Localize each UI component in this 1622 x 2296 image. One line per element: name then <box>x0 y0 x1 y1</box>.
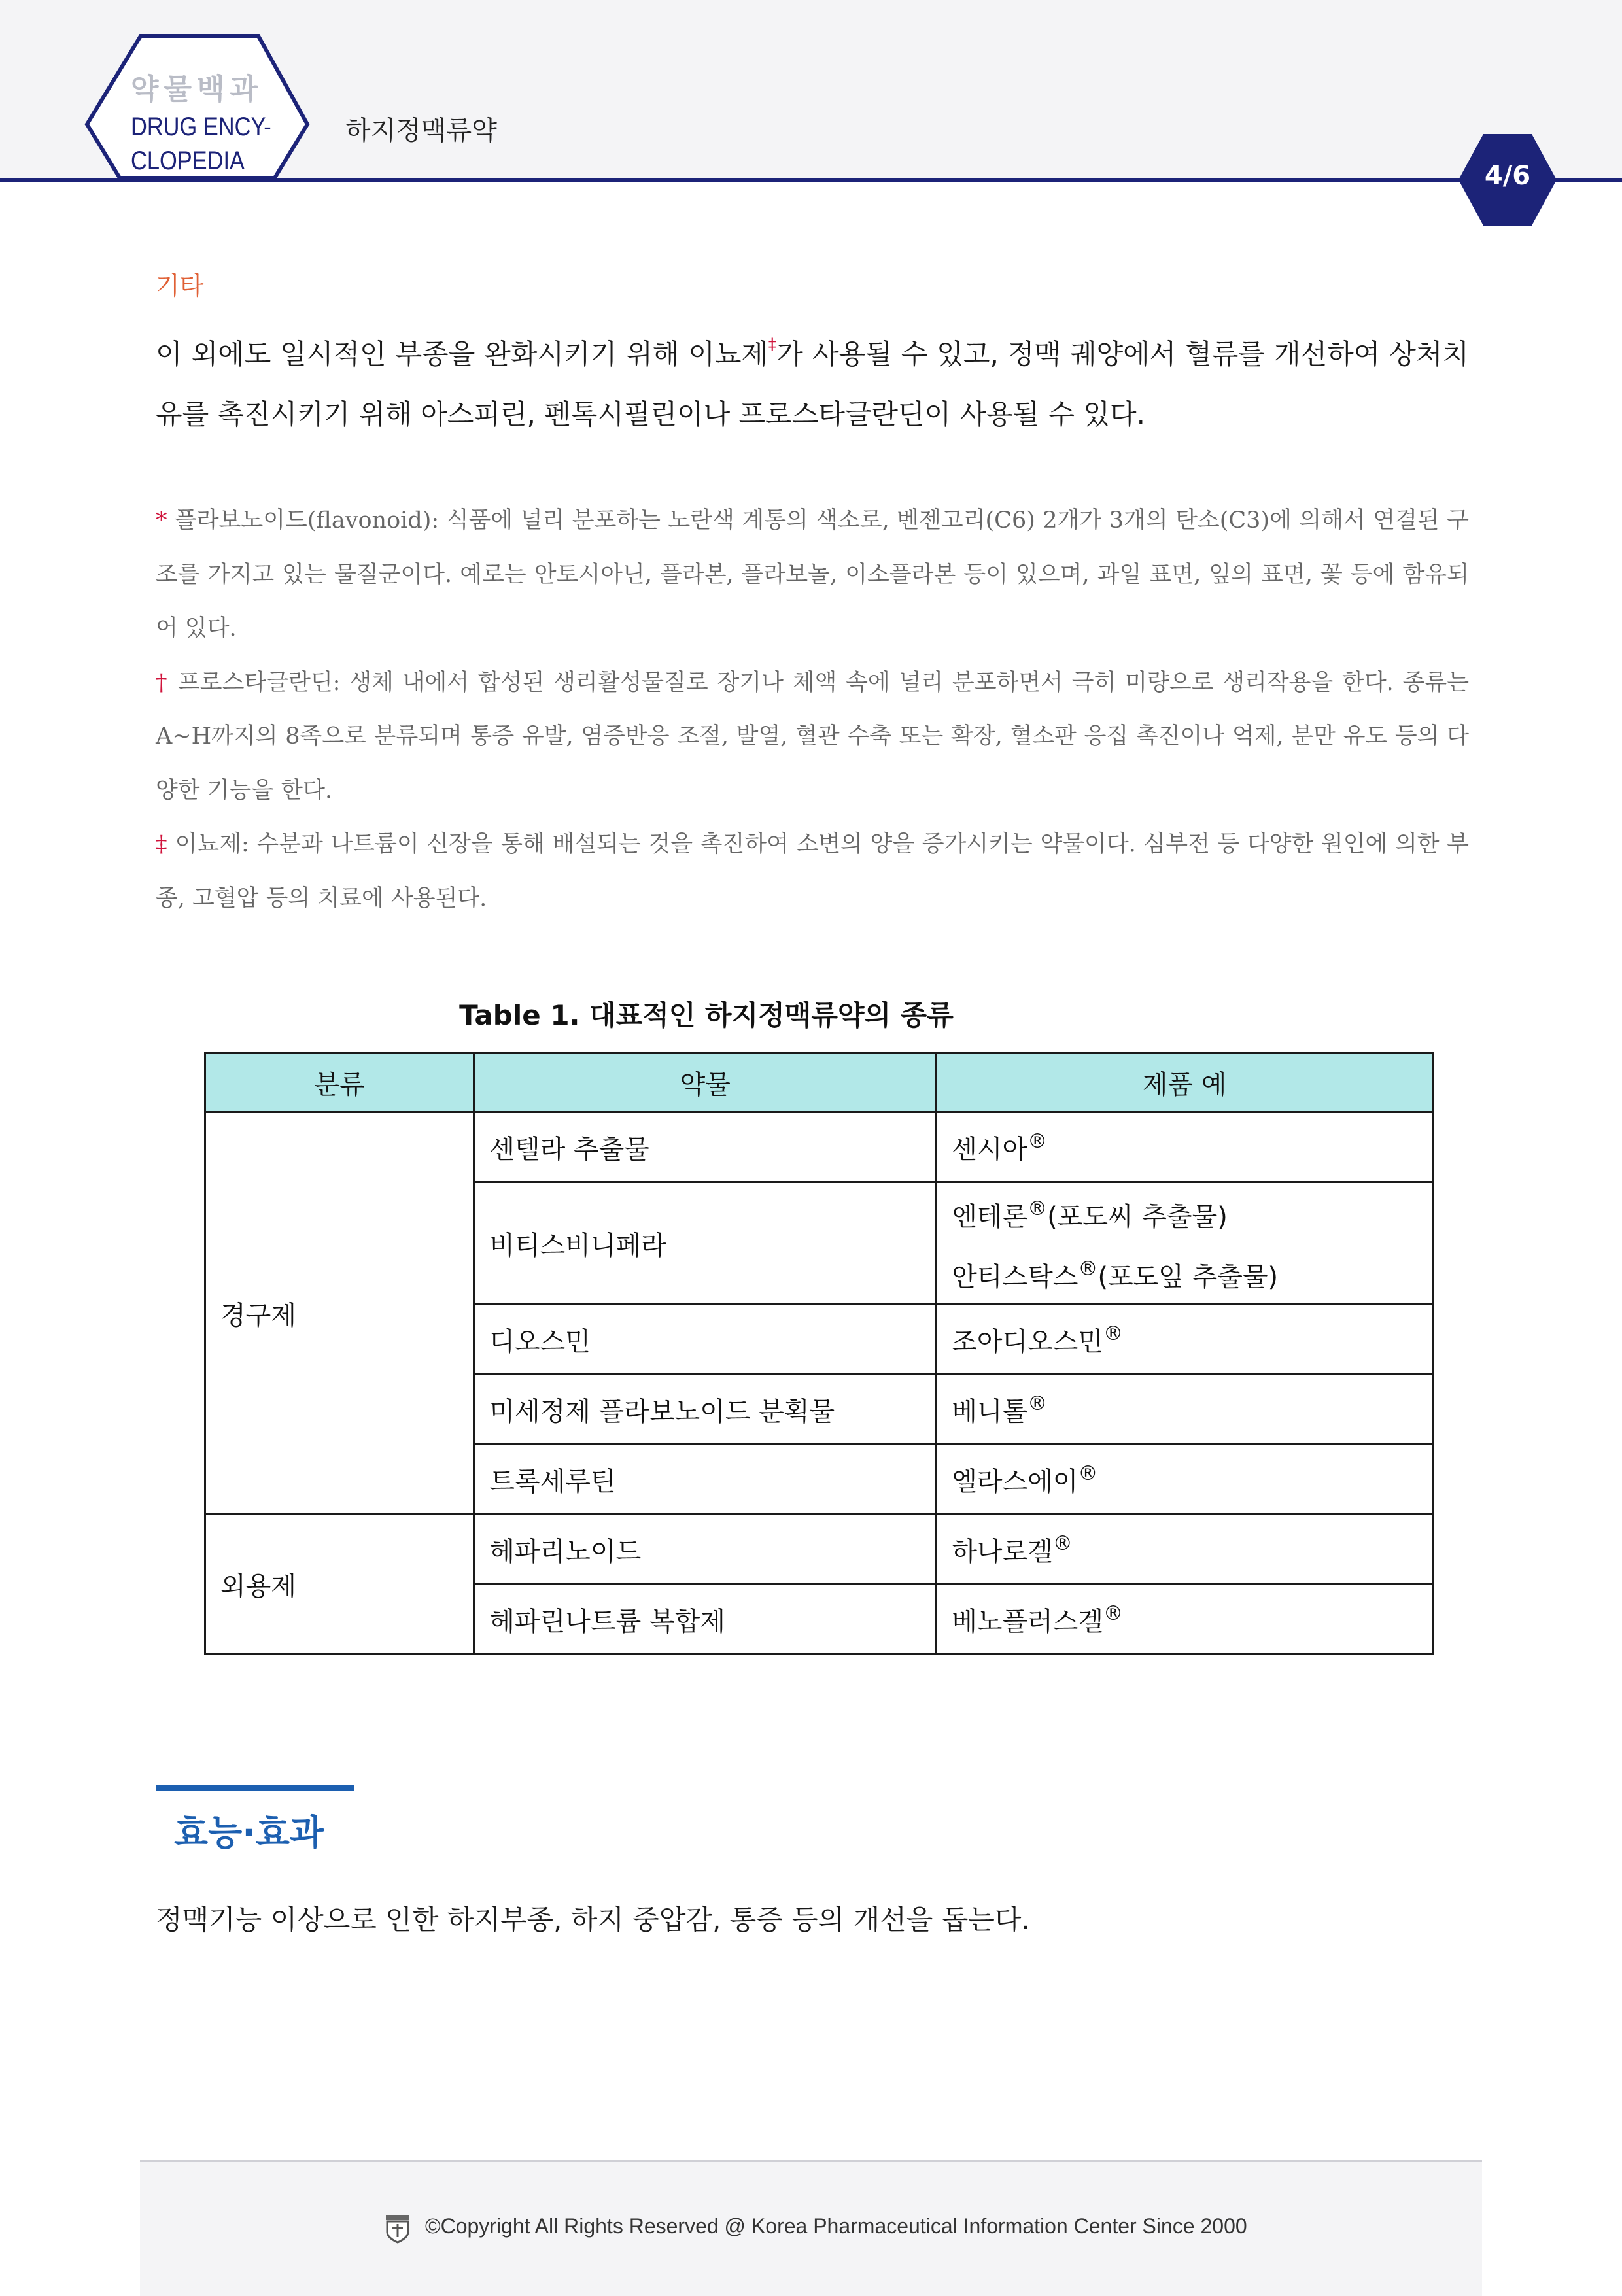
product-cell <box>937 1445 1433 1515</box>
table-caption: Table 1. 대표적인 하지정맥류약의 종류 <box>459 999 954 1031</box>
product-cell <box>937 1182 1433 1305</box>
registered-mark: ® <box>1027 1129 1048 1153</box>
table-row <box>205 1112 1433 1182</box>
product-name: 엔테론 <box>952 1202 1028 1232</box>
drug-cell: 헤파리노이드 <box>474 1515 937 1585</box>
section-title: 효능·효과 <box>174 1812 324 1853</box>
footnote-mark: ‡ <box>156 831 167 857</box>
header-rule <box>0 178 1622 182</box>
footnote-mark: † <box>156 669 169 696</box>
etc-text-2: 가 사용될 수 있고, 정맥 궤양에서 혈류를 개선하여 상처치유를 촉진시키기 위해 아스피린, 펜톡시필린이나 프로스타글란딘이 사용될 수 있다. <box>156 338 1469 430</box>
registered-mark: ® <box>1027 1392 1048 1415</box>
etc-paragraph <box>156 314 1469 445</box>
header-drug: 약물 <box>474 1053 937 1112</box>
footnote-text: 플라보노이드(flavonoid): 식품에 널리 분포하는 노란색 계통의 색소로, 벤젠고리(C6) 2개가 3개의 탄소(C3)에 의해서 연결된 구조를 가지고 있는 물질군이다. 예로는 안토시아닌, 플라본, 플라보놀, 이소플라본 등이 있으며, 과일 표면, 잎의 표면, 꽃 등에 함유되어 있다. <box>156 507 1469 642</box>
footnote-mark: ‡ <box>768 335 777 353</box>
logo-english-text: DRUG ENCY- CLOPEDIA <box>131 112 271 175</box>
registered-mark: ® <box>1052 1532 1073 1555</box>
drug-cell: 트록세루틴 <box>474 1445 937 1515</box>
registered-mark: ® <box>1103 1602 1124 1625</box>
product-suffix: (포도잎 추출물) <box>1097 1262 1279 1292</box>
logo-korean-text: 약물백과 <box>131 73 264 106</box>
product-name: 센시아 <box>952 1134 1028 1165</box>
drug-cell: 디오스민 <box>474 1305 937 1375</box>
page-number: 4/6 <box>1484 161 1531 191</box>
product-name: 조아디오스민 <box>952 1326 1104 1357</box>
product-cell <box>937 1585 1433 1654</box>
footnote-mark: * <box>156 507 167 534</box>
product-name: 베노플러스겔 <box>952 1606 1104 1637</box>
product-cell <box>937 1515 1433 1585</box>
drug-cell: 헤파린나트륨 복합제 <box>474 1585 937 1654</box>
drug-table <box>204 1052 1434 1655</box>
copyright-text: ©Copyright All Rights Reserved @ Korea Pharmaceutical Information Center Since 2000 <box>425 2214 1247 2238</box>
drug-cell: 비티스비니페라 <box>474 1182 937 1305</box>
footnote-text: 이뇨제: 수분과 나트륨이 신장을 통해 배설되는 것을 촉진하여 소변의 양을 증가시키는 약물이다. 심부전 등 다양한 원인에 의한 부종, 고혈압 등의 치료에 사용된다. <box>156 831 1469 912</box>
table-row <box>205 1515 1433 1585</box>
product-line <box>952 1183 1417 1243</box>
etc-text-1: 이 외에도 일시적인 부종을 완화시키기 위해 이뇨제 <box>156 338 768 370</box>
document-title: 하지정맥류약 <box>345 116 497 146</box>
product-name: 엘라스에이 <box>952 1466 1078 1497</box>
registered-mark: ® <box>1103 1322 1124 1345</box>
footnote-diuretic <box>156 817 1469 925</box>
product-suffix: (포도씨 추출물) <box>1047 1202 1228 1232</box>
footnote-flavonoid <box>156 494 1469 656</box>
efficacy-text: 정맥기능 이상으로 인한 하지부종, 하지 중압감, 통증 등의 개선을 돕는다. <box>156 1904 1030 1936</box>
footnote-prostaglandin <box>156 656 1469 818</box>
product-line <box>952 1243 1417 1303</box>
product-cell <box>937 1305 1433 1375</box>
etc-label: 기타 <box>156 271 204 300</box>
registered-mark: ® <box>1027 1197 1048 1220</box>
product-name: 안티스탁스 <box>952 1262 1078 1292</box>
footnotes <box>156 494 1469 925</box>
section-accent-bar <box>156 1785 354 1791</box>
footnote-text: 프로스타글란딘: 생체 내에서 합성된 생리활성물질로 장기나 체액 속에 널리 분포하면서 극히 미량으로 생리작용을 한다. 종류는 A~H까지의 8족으로 분류되며 통증 유발, 염증반응 조절, 발열, 혈관 수축 또는 확장, 혈소판 응집 촉진이나 억제, 분만 유도 등의 다양한 기능을 한다. <box>156 669 1469 804</box>
shield-crest-icon <box>385 2214 411 2244</box>
category-oral: 경구제 <box>205 1112 474 1515</box>
header-product: 제품 예 <box>937 1053 1433 1112</box>
drug-cell: 센텔라 추출물 <box>474 1112 937 1182</box>
category-topical: 외용제 <box>205 1515 474 1654</box>
product-name: 하나로겔 <box>952 1536 1053 1567</box>
product-name: 베니톨 <box>952 1396 1028 1427</box>
header-category: 분류 <box>205 1053 474 1112</box>
product-cell <box>937 1112 1433 1182</box>
table-header-row <box>205 1053 1433 1112</box>
drug-cell: 미세정제 플라보노이드 분획물 <box>474 1375 937 1445</box>
registered-mark: ® <box>1078 1462 1098 1485</box>
registered-mark: ® <box>1078 1258 1098 1280</box>
product-cell <box>937 1375 1433 1445</box>
